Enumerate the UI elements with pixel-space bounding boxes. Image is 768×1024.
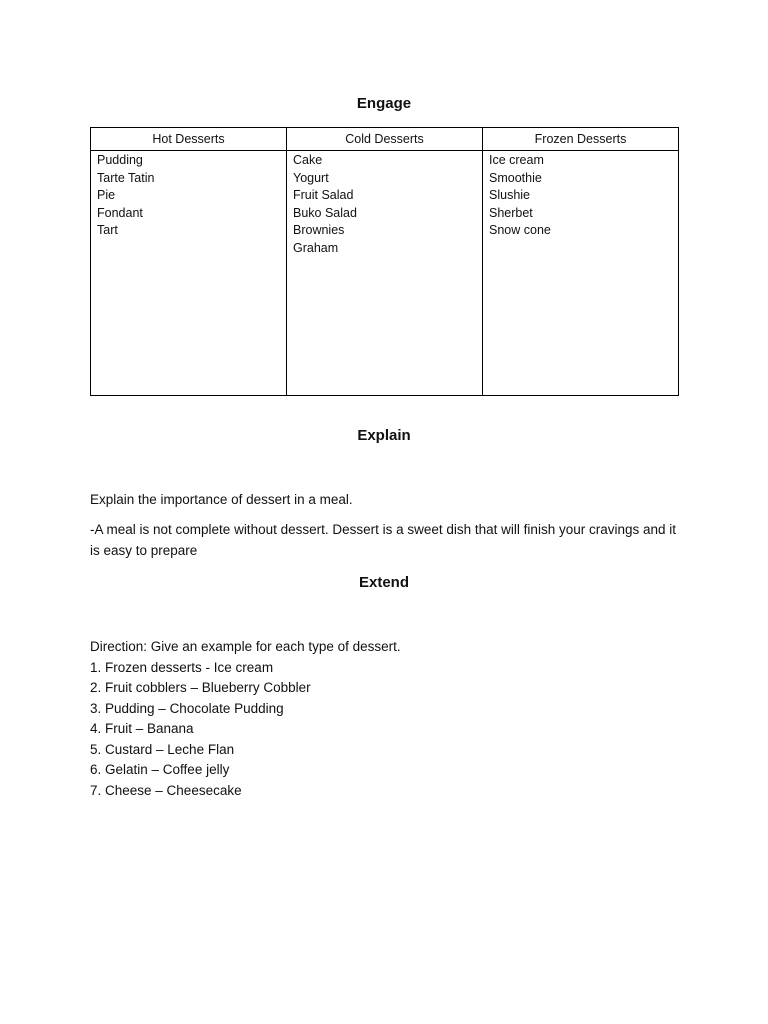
list-item: Slushie — [489, 188, 530, 203]
list-item: 5. Custard – Leche Flan — [90, 741, 235, 757]
list-item: Tart — [97, 223, 118, 238]
list-item: Sherbet — [489, 205, 533, 220]
frozen-desserts-cell — [483, 151, 679, 396]
dessert-types-table — [90, 127, 679, 396]
list-item: 1. Frozen desserts - Ice cream — [90, 659, 274, 675]
list-item: 6. Gelatin – Coffee jelly — [90, 762, 230, 777]
list-item: Tarte Tatin — [97, 170, 155, 185]
column-header-cold: Cold Desserts — [287, 128, 483, 151]
hot-desserts-cell — [91, 151, 287, 396]
list-item: Pie — [97, 188, 116, 203]
explain-question: Explain the importance of dessert in a meal. — [90, 492, 353, 507]
list-item: 7. Cheese – Cheesecake — [90, 782, 242, 798]
explain-answer: -A meal is not complete without dessert. Dessert is a sweet dish that will finish your cravings and it is easy to prepare — [90, 522, 677, 558]
column-header-frozen: Frozen Desserts — [483, 128, 679, 151]
list-item: Fondant — [97, 205, 143, 220]
column-header-hot: Hot Desserts — [91, 128, 287, 151]
list-item: 4. Fruit – Banana — [90, 721, 194, 736]
list-item: Yogurt — [293, 170, 329, 185]
table-header-row — [91, 128, 679, 151]
engage-heading: Engage — [356, 95, 412, 112]
cold-desserts-cell — [287, 151, 483, 396]
list-item: Snow cone — [489, 223, 551, 238]
list-item: 2. Fruit cobblers – Blueberry Cobbler — [90, 680, 311, 695]
list-item: Fruit Salad — [293, 188, 354, 203]
list-item: Smoothie — [489, 170, 542, 185]
list-item: Buko Salad — [293, 205, 357, 220]
list-item: Pudding — [97, 153, 143, 167]
extend-heading: Extend — [358, 574, 409, 591]
list-item: Graham — [293, 240, 339, 255]
list-item: Ice cream — [489, 153, 544, 167]
list-item: Cake — [293, 153, 323, 167]
extend-section — [90, 637, 680, 801]
extend-direction: Direction: Give an example for each type of dessert. — [90, 639, 401, 654]
list-item: 3. Pudding – Chocolate Pudding — [90, 700, 284, 716]
table-body-row — [91, 151, 679, 396]
explain-heading: Explain — [357, 427, 411, 444]
list-item: Brownies — [293, 223, 345, 238]
